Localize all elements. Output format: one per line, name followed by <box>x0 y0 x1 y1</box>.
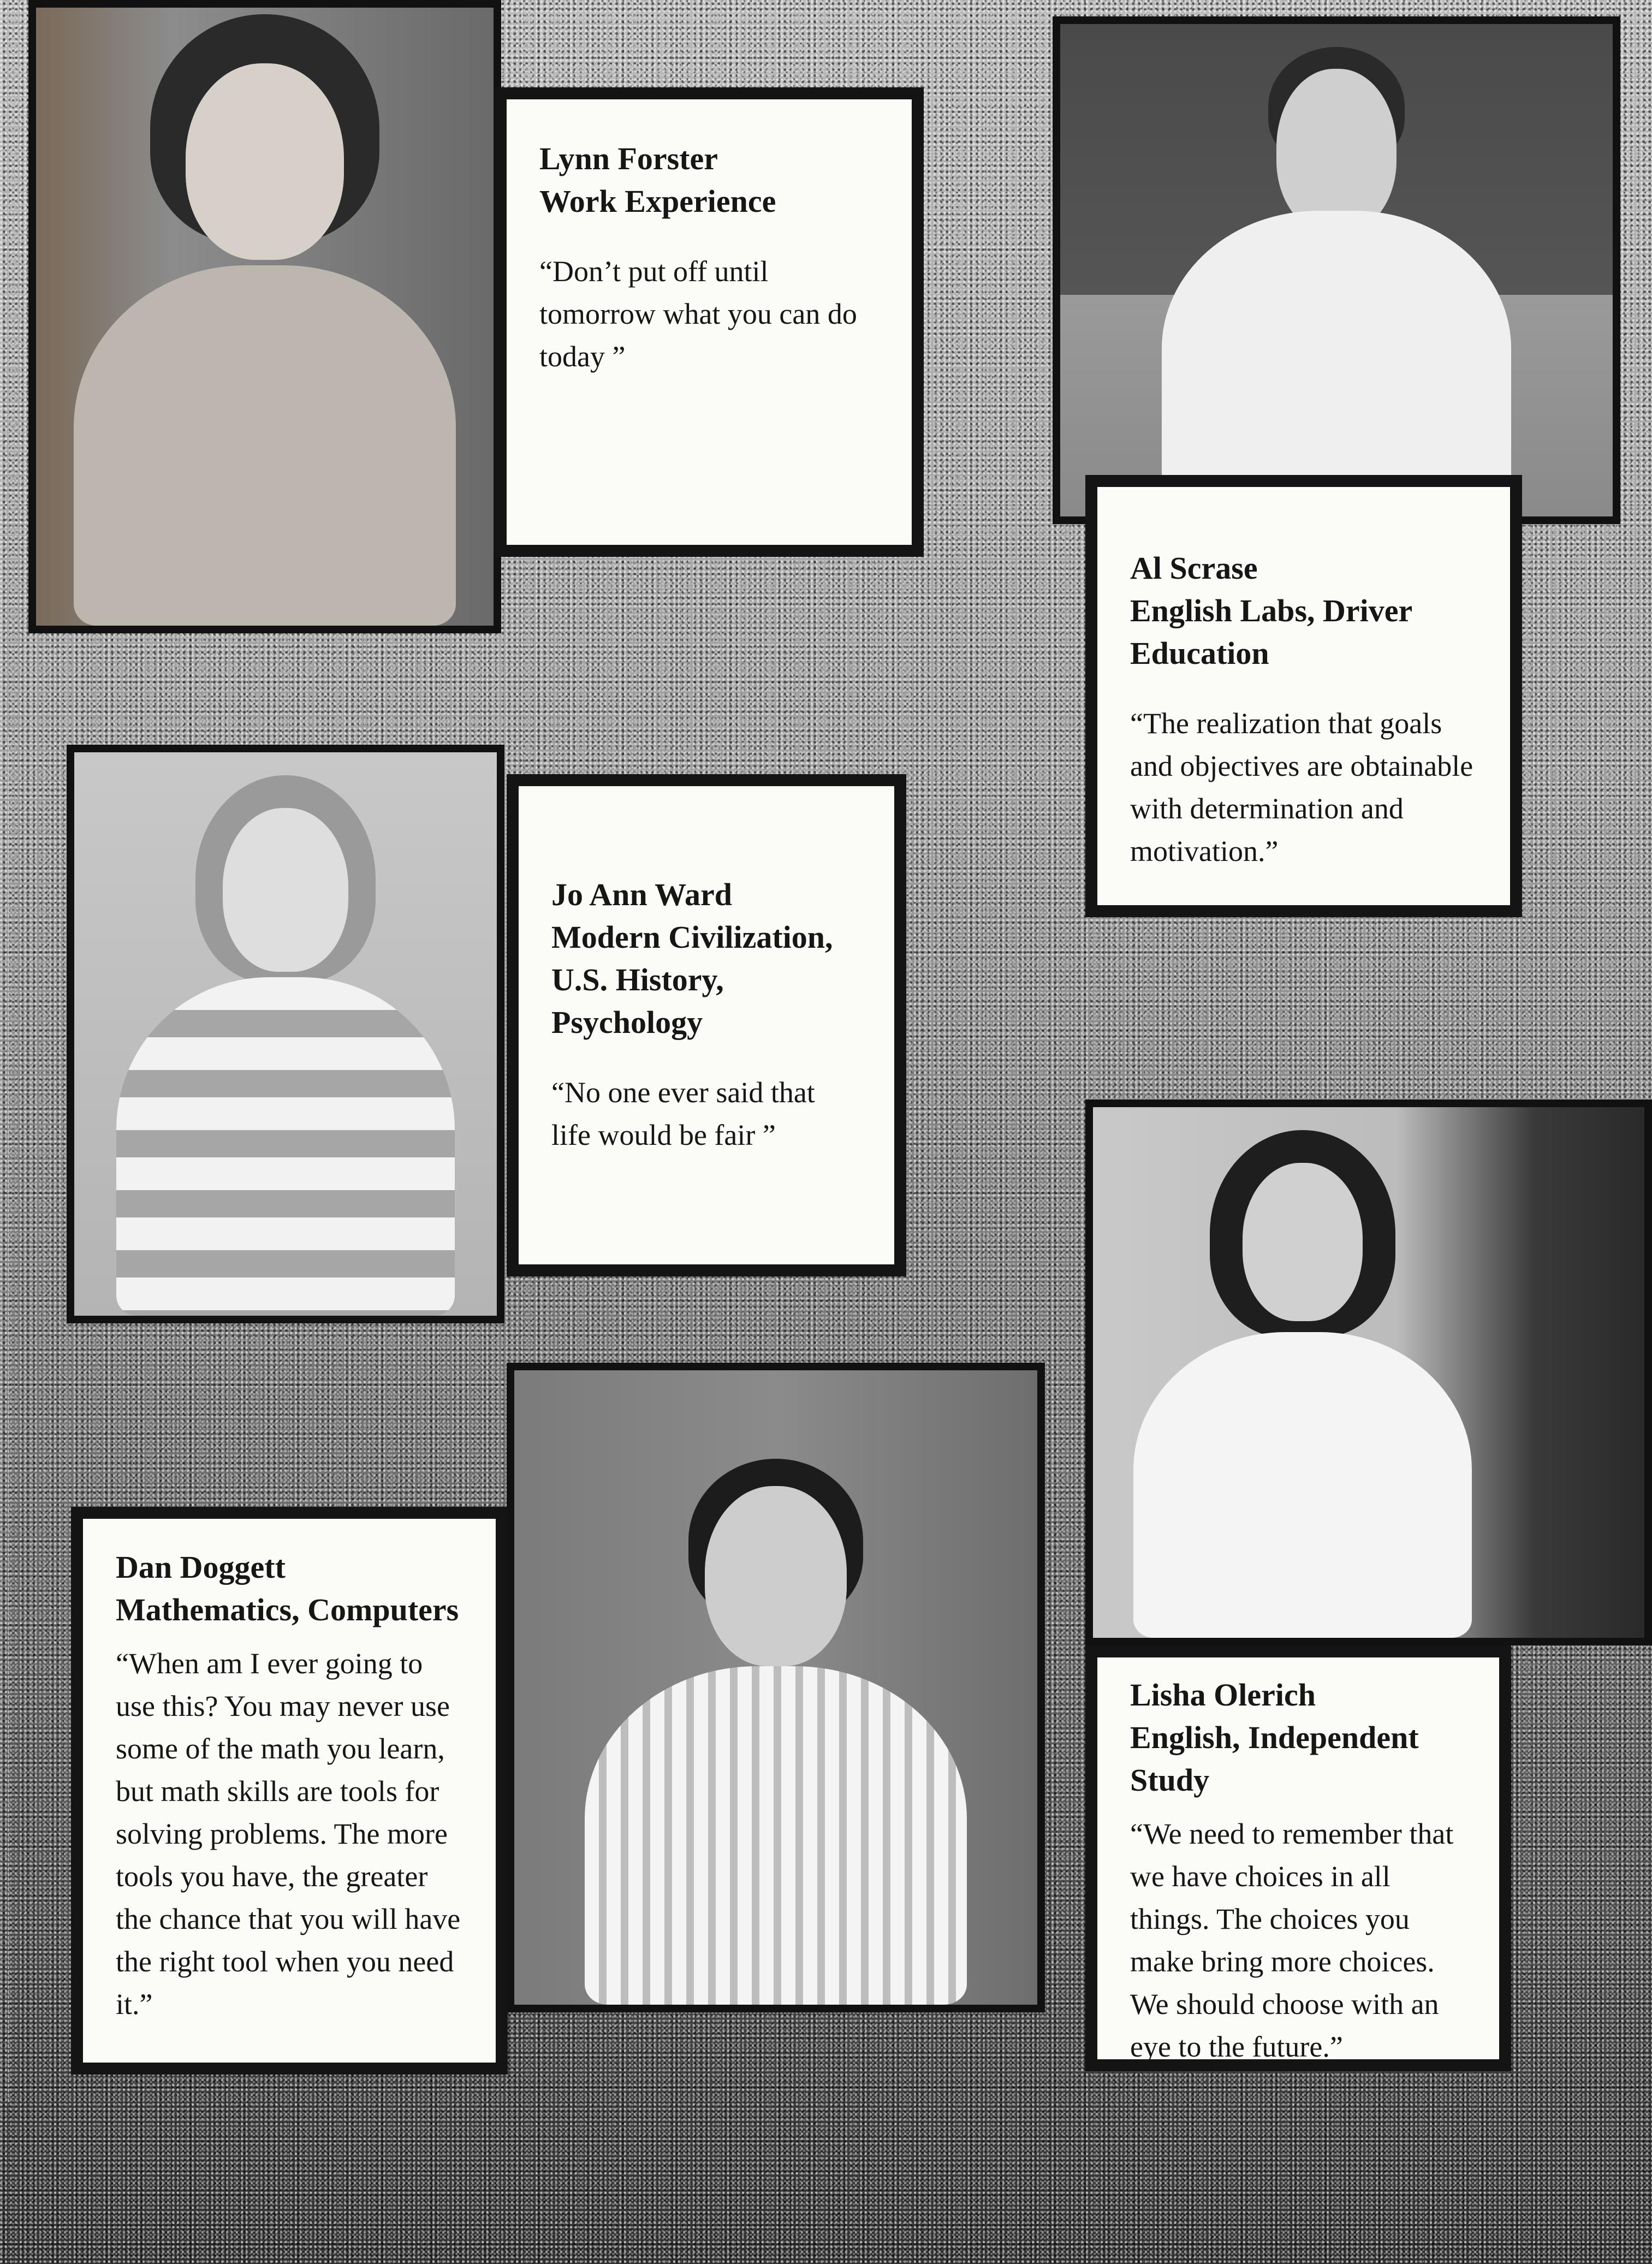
lynn-forster-caption <box>495 87 924 557</box>
teacher-name: Lisha Olerich <box>1130 1677 1316 1713</box>
jo-ann-ward-photo <box>67 745 504 1323</box>
teacher-quote: “We need to remember that we have choices in all things. The choices you make bring more choices. We should choose with an eye to the future.” <box>1130 1817 1454 2063</box>
teacher-name: Al Scrase <box>1130 550 1258 586</box>
teacher-subject: English Labs, Driver Education <box>1130 593 1412 671</box>
teacher-subject: Mathematics, Computers <box>116 1592 459 1627</box>
teacher-name: Dan Doggett <box>116 1549 286 1585</box>
teacher-subject: English, Independent Study <box>1130 1720 1419 1798</box>
dan-doggett-caption <box>71 1507 508 2075</box>
teacher-name: Lynn Forster <box>539 141 718 176</box>
lisha-olerich-caption <box>1085 1645 1511 2071</box>
teacher-quote: “No one ever said that life would be fair ” <box>551 1076 815 1151</box>
teacher-quote: “The realization that goals and objectives are obtainable with determination and motivation.” <box>1130 707 1473 867</box>
jo-ann-ward-caption <box>507 774 906 1276</box>
teacher-name: Jo Ann Ward <box>551 877 732 912</box>
al-scrase-photo <box>1053 16 1620 524</box>
dan-doggett-photo <box>507 1363 1045 2012</box>
lynn-forster-photo <box>28 0 501 633</box>
al-scrase-caption <box>1085 475 1522 917</box>
teacher-quote: “When am I ever going to use this? You may never use some of the math you learn, but math skills are tools for solving problems. The more tools you have, the greater the chance that you will have the right tool when you need it.” <box>116 1647 461 2021</box>
lisha-olerich-photo <box>1085 1100 1652 1645</box>
teacher-subject: Work Experience <box>539 183 776 219</box>
binding-edge <box>0 737 9 2102</box>
teacher-subject: Modern Civilization, U.S. History, Psychology <box>551 919 833 1040</box>
teacher-quote: “Don’t put off until tomorrow what you can do today ” <box>539 255 857 373</box>
